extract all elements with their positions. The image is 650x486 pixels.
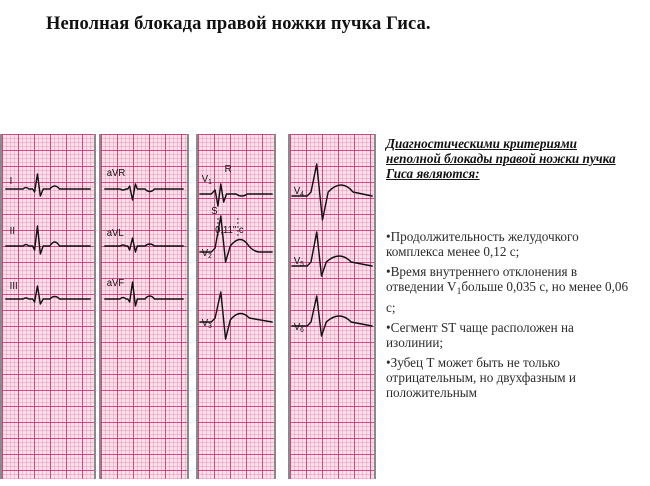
ecg-panel-v4-v6 bbox=[288, 134, 376, 479]
criterion-t-wave: •Зубец Т может быть не только отрицательным, но двухфазным и положительным bbox=[386, 355, 576, 400]
lead-label-v5: $V_5$ bbox=[293, 255, 304, 269]
ecg-panel-augmented-leads bbox=[99, 134, 189, 479]
criterion-duration: •Продолжительность желудочкого комплекса менее 0,12 с; bbox=[386, 229, 579, 259]
criteria-heading: Диагностическими критериями неполной блокады правой ножки пучка Гиса являются: bbox=[386, 136, 616, 181]
ecg-trace-i bbox=[6, 174, 90, 196]
diagnostic-criteria bbox=[386, 136, 634, 405]
interval-label: 0,11" с bbox=[215, 224, 244, 237]
ecg-trace-v1 bbox=[200, 184, 272, 206]
lead-label-v1: $V_1$ bbox=[201, 173, 212, 187]
ecg-trace-ii bbox=[6, 226, 90, 254]
ecg-trace-v5 bbox=[292, 232, 372, 276]
ecg-trace-iii bbox=[6, 286, 90, 304]
lead-label-v6: $V_6$ bbox=[293, 321, 304, 335]
ecg-trace-v3 bbox=[200, 292, 272, 339]
r-wave-label: R bbox=[224, 163, 232, 176]
ecg-trace-v4 bbox=[292, 164, 372, 220]
lead-label-iii: III bbox=[9, 280, 18, 293]
page-title: Неполная блокада правой ножки пучка Гиса. bbox=[46, 14, 431, 34]
lead-label-v3: $V_3$ bbox=[201, 317, 212, 331]
lead-label-ii: II bbox=[9, 225, 15, 238]
ecg-figure bbox=[0, 134, 382, 479]
ecg-trace-avl bbox=[105, 238, 183, 252]
lead-label-avl: aVL bbox=[106, 227, 124, 240]
lead-label-i: I bbox=[9, 175, 13, 188]
lead-label-avf: aVF bbox=[106, 277, 125, 290]
lead-label-v4: $V_4$ bbox=[293, 185, 304, 199]
lead-label-avr: aVR bbox=[106, 167, 126, 180]
ecg-panel-limb-leads bbox=[0, 134, 96, 479]
criterion-intrinsicoid-deflection: •Время внутреннего отклонения в отведении $V_1больше$ 0,035 с, но менее 0,06 с; bbox=[386, 264, 629, 315]
lead-label-v2: $V_2$ bbox=[201, 247, 212, 261]
ecg-trace-v6 bbox=[292, 296, 372, 336]
ecg-trace-avr bbox=[105, 184, 183, 200]
s-wave-label: S bbox=[211, 205, 218, 218]
criterion-st-segment: •Сегмент ST чаще расположен на изолинии; bbox=[386, 320, 574, 350]
ecg-panel-v1-v3 bbox=[196, 134, 276, 479]
